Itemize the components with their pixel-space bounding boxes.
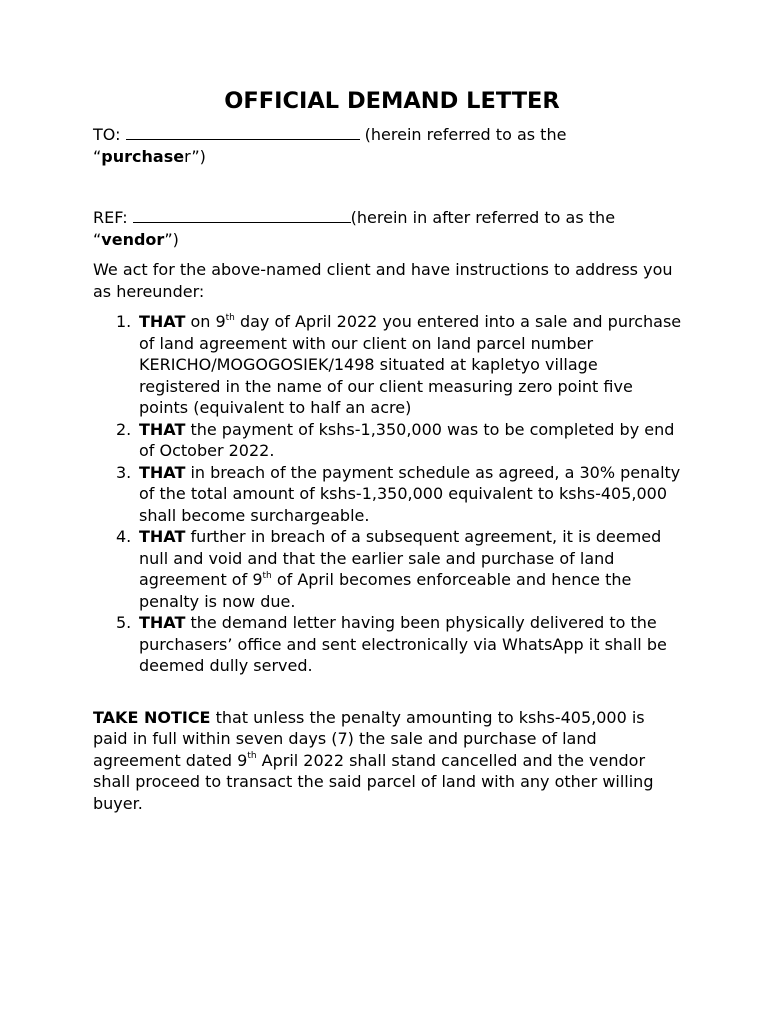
to-term-bold: purchase <box>101 146 185 166</box>
document-page <box>93 86 683 814</box>
ref-line <box>93 207 683 250</box>
clause-number: 5. <box>116 613 132 632</box>
clause-lead: THAT <box>139 462 186 482</box>
notice-text: that unless the penalty amounting to kshs-405,000 is paid in full within seven days (7) the sale and purchase of land agreement dated 9 <box>93 707 645 770</box>
notice-text-cont: April 2022 shall stand cancelled and the vendor shall proceed to transact the said parcel of land with any other willing buyer. <box>93 750 654 813</box>
clause-lead: THAT <box>139 613 186 632</box>
clause-lead: THAT <box>139 419 186 439</box>
purchaser-name-blank <box>126 125 360 140</box>
take-notice-paragraph <box>93 707 683 815</box>
clause-text: the payment of kshs-1,350,000 was to be completed by end of October 2022. <box>139 419 675 460</box>
clause-text-cont: day of April 2022 you entered into a sale and purchase of land agreement with our client on land parcel number KERICHO/MOGOGOSIEK/1498 situated at kapletyo village registered in the name of our client measuring zero point five points (equivalent to half an acre) <box>139 312 682 417</box>
notice-lead: TAKE NOTICE <box>93 707 211 727</box>
clause-number: 2. <box>116 419 132 439</box>
ref-description: (herein in after referred to as the <box>350 208 616 227</box>
clause-number: 4. <box>116 527 132 546</box>
list-item <box>116 462 683 527</box>
to-quote-close: ”) <box>191 146 206 166</box>
clause-text: on 9 <box>185 312 226 331</box>
ref-quote-open: “ <box>93 229 102 249</box>
to-line <box>93 124 683 167</box>
vendor-name-blank <box>133 208 351 223</box>
clause-text-cont: of April becomes enforceable and hence the penalty is now due. <box>139 570 632 611</box>
ref-label: REF: <box>93 208 128 227</box>
clause-list <box>93 311 683 677</box>
notice-superscript: th <box>247 751 257 762</box>
page-title: OFFICIAL DEMAND LETTER <box>224 88 560 114</box>
ref-quote-close: ”) <box>164 229 179 249</box>
clause-text: in breach of the payment schedule as agreed, a 30% penalty of the total amount of kshs-1,350,000 equivalent to kshs-405,000 shall become surchargeable. <box>139 462 681 525</box>
clause-number: 1. <box>116 312 132 331</box>
clause-text: the demand letter having been physically delivered to the purchasers’ office and sent electronically via WhatsApp it shall be deemed dully served. <box>139 613 667 675</box>
list-item <box>116 526 683 612</box>
list-item <box>116 419 683 462</box>
clause-superscript: th <box>262 570 272 581</box>
intro-paragraph: We act for the above-named client and have instructions to address you as hereunder: <box>93 260 673 301</box>
list-item <box>116 612 683 677</box>
to-term-plain: r <box>184 146 192 166</box>
to-description: (herein referred to as the <box>364 125 567 144</box>
clause-text: further in breach of a subsequent agreement, it is deemed null and void and that the earlier sale and purchase of land agreement of 9 <box>139 527 662 589</box>
list-item <box>116 311 683 419</box>
clause-superscript: th <box>225 312 235 323</box>
ref-term-bold: vendor <box>101 229 165 249</box>
to-label: TO: <box>93 125 121 144</box>
clause-lead: THAT <box>139 527 186 546</box>
clause-lead: THAT <box>139 312 186 331</box>
clause-number: 3. <box>116 462 132 482</box>
to-quote-open: “ <box>93 146 102 166</box>
